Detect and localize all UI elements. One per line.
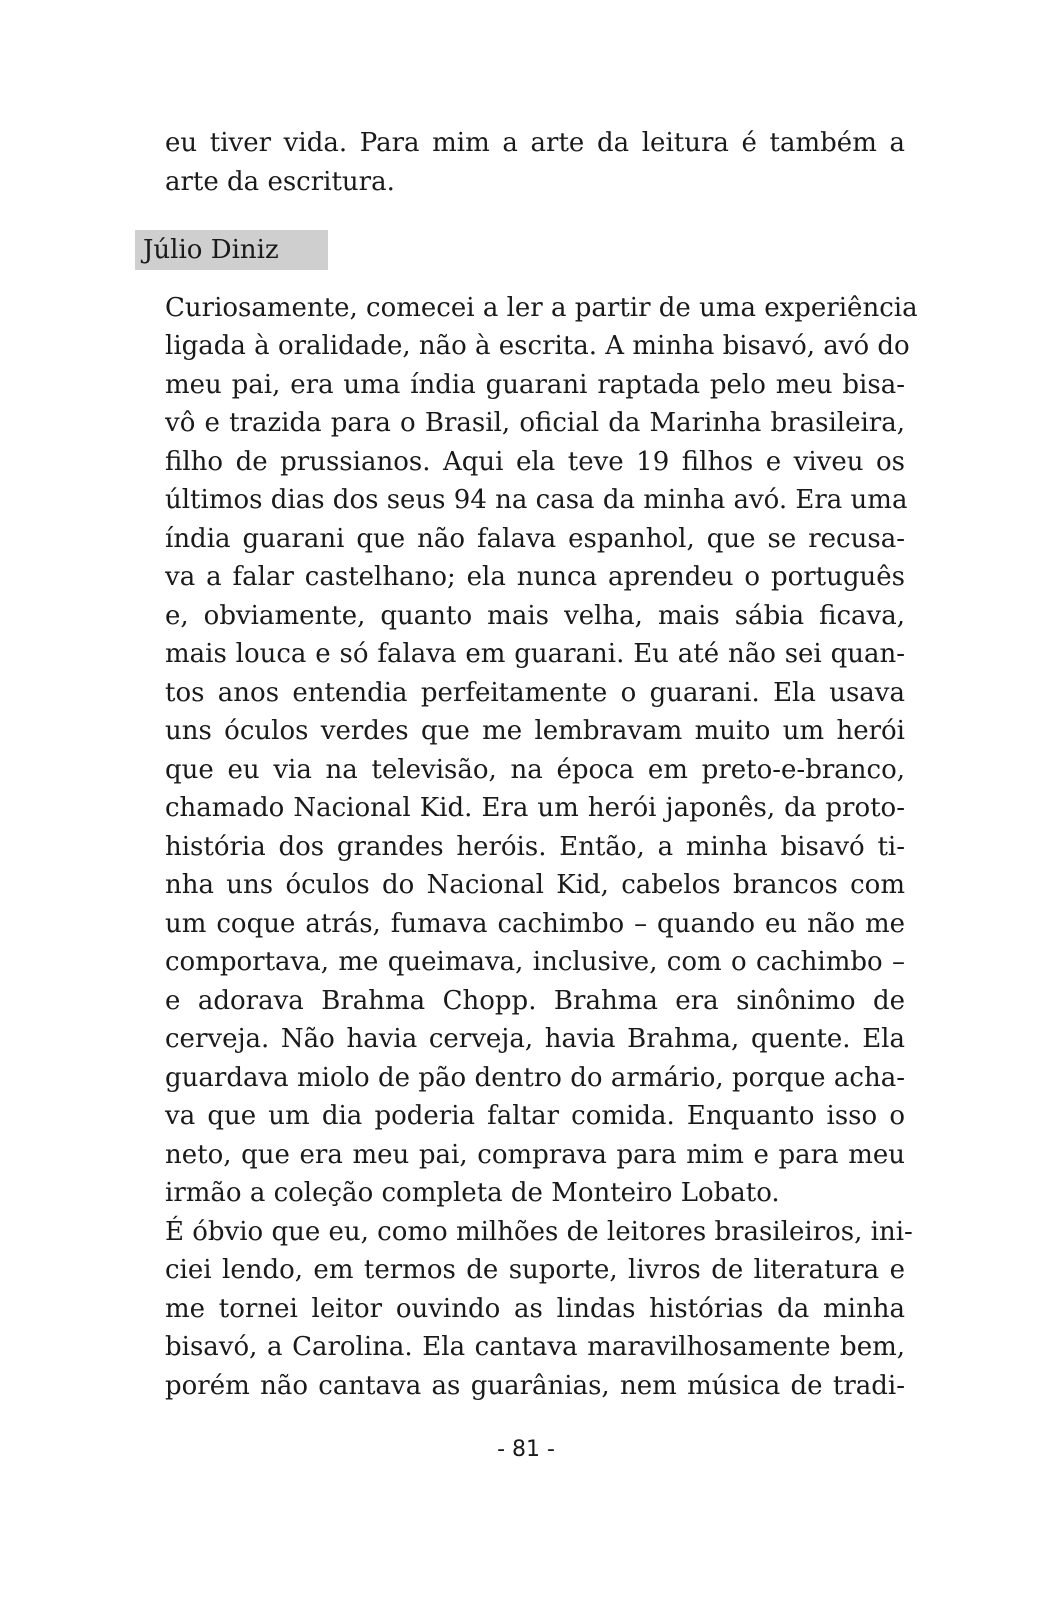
body-line: Curiosamente, comecei a ler a partir de uma experiência (165, 293, 918, 323)
intro-line: arte da escritura. (165, 167, 395, 197)
body-line: índia guarani que não falava espanhol, que se recusa- (165, 524, 905, 554)
body-line: É óbvio que eu, como milhões de leitores brasileiros, ini- (165, 1217, 913, 1247)
body-line: cerveja. Não havia cerveja, havia Brahma, quente. Ela (165, 1024, 905, 1054)
body-line: irmão a coleção completa de Monteiro Lobato. (165, 1178, 780, 1208)
body-line: chamado Nacional Kid. Era um herói japonês, da proto- (165, 793, 905, 823)
body-line: últimos dias dos seus 94 na casa da minha avó. Era uma (165, 485, 908, 515)
body-line: neto, que era meu pai, comprava para mim e para meu (165, 1140, 905, 1170)
body-line: tos anos entendia perfeitamente o guarani. Ela usava (165, 678, 905, 708)
intro-line: eu tiver vida. Para mim a arte da leitura é também a (165, 128, 905, 158)
body-line: vô e trazida para o Brasil, oficial da Marinha brasileira, (165, 408, 905, 438)
body-line: mais louca e só falava em guarani. Eu até não sei quan- (165, 639, 905, 669)
body-line: e, obviamente, quanto mais velha, mais sábia ficava, (165, 601, 905, 631)
body-line: filho de prussianos. Aqui ela teve 19 filhos e viveu os (165, 447, 905, 477)
body-line: um coque atrás, fumava cachimbo – quando eu não me (165, 909, 905, 939)
body-line: va que um dia poderia faltar comida. Enquanto isso o (165, 1101, 905, 1131)
body-line: guardava miolo de pão dentro do armário, porque acha- (165, 1063, 905, 1093)
body-line: nha uns óculos do Nacional Kid, cabelos brancos com (165, 870, 905, 900)
body-line: porém não cantava as guarânias, nem música de tradi- (165, 1371, 905, 1401)
body-line: ciei lendo, em termos de suporte, livros de literatura e (165, 1255, 905, 1285)
page-number: - 81 - (497, 1437, 555, 1462)
body-line: história dos grandes heróis. Então, a minha bisavó ti- (165, 832, 905, 862)
body-line: meu pai, era uma índia guarani raptada pelo meu bisa- (165, 370, 905, 400)
body-line: bisavó, a Carolina. Ela cantava maravilhosamente bem, (165, 1332, 905, 1362)
body-line: ligada à oralidade, não à escrita. A minha bisavó, avó do (165, 331, 910, 361)
body-line: uns óculos verdes que me lembravam muito um herói (165, 716, 905, 746)
body-line: comportava, me queimava, inclusive, com o cachimbo – (165, 947, 905, 977)
body-line: que eu via na televisão, na época em preto-e-branco, (165, 755, 905, 785)
body-line: va a falar castelhano; ela nunca aprendeu o português (165, 562, 905, 592)
body-line: me tornei leitor ouvindo as lindas histórias da minha (165, 1294, 905, 1324)
section-label: Júlio Diniz (135, 230, 328, 270)
body-line: e adorava Brahma Chopp. Brahma era sinônimo de (165, 986, 905, 1016)
